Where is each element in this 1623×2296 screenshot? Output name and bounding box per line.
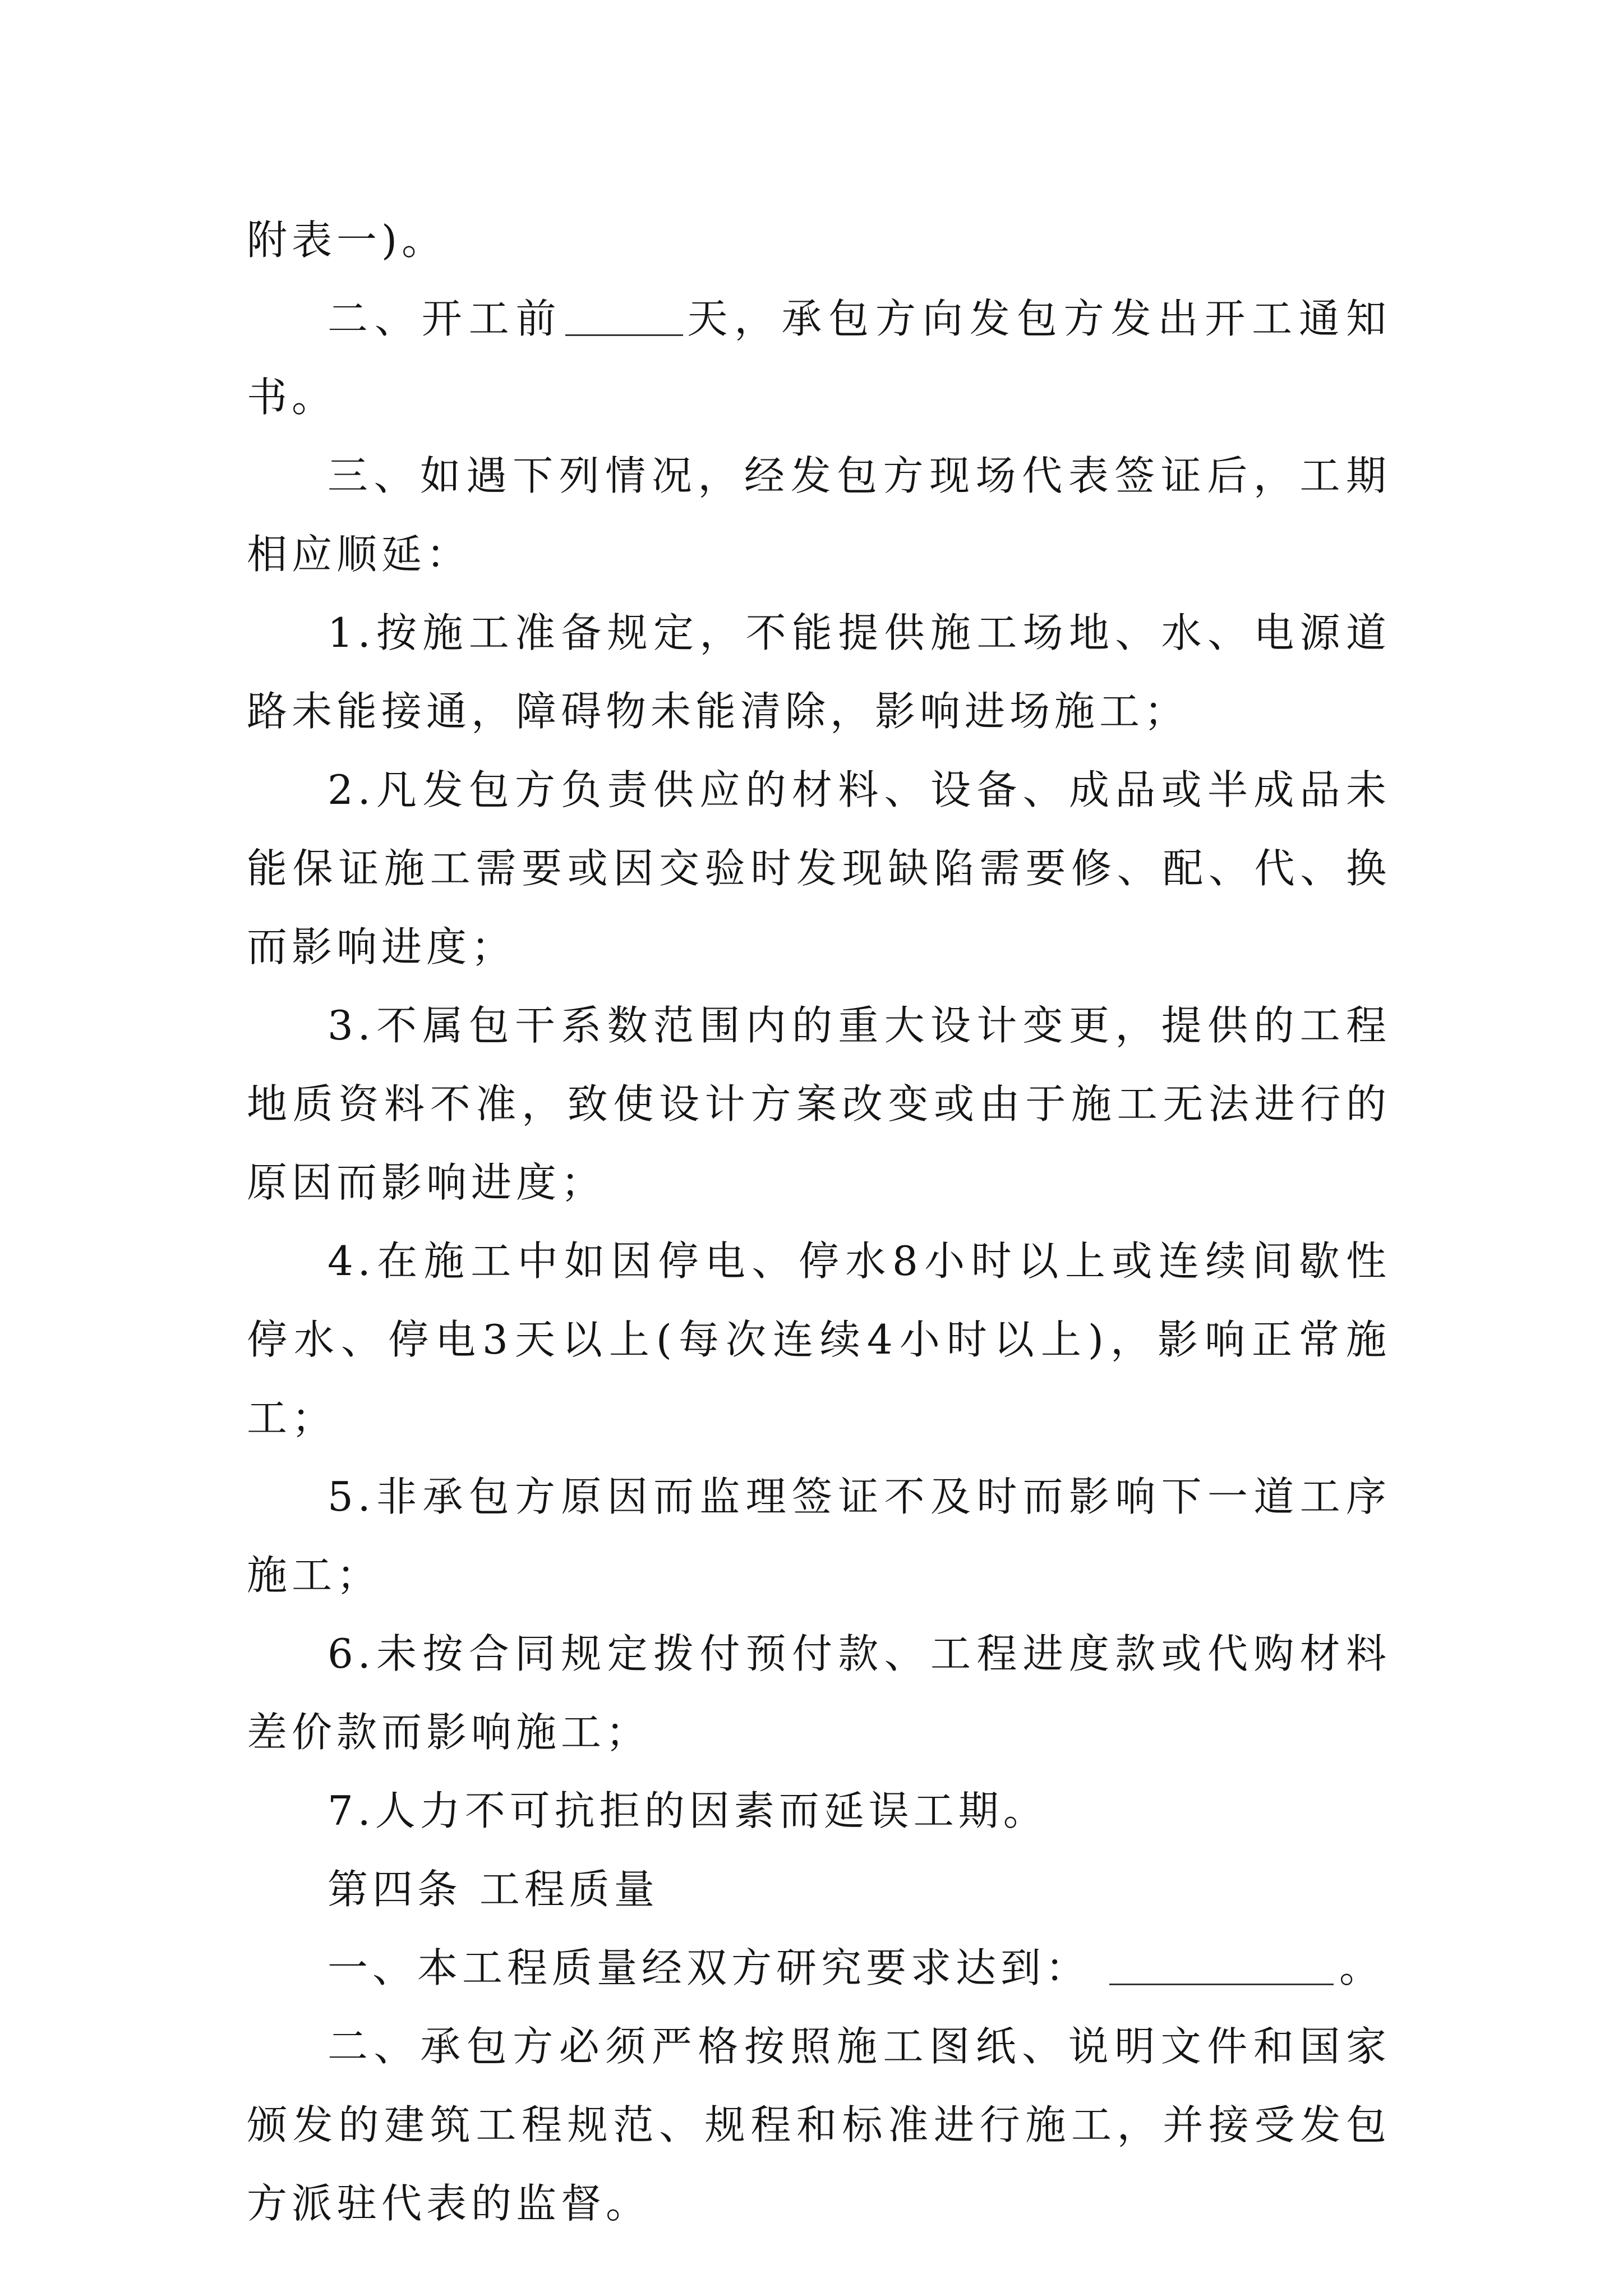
list-item-5: 5.非承包方原因而监理签证不及时而影响下一道工序施工； xyxy=(247,1473,1391,1599)
start-notice-text-before: 二、开工前 xyxy=(328,295,563,342)
list-item-1: 1.按施工准备规定，不能提供施工场地、水、电源道路未能接通，障碍物未能清除，影响进场施工； xyxy=(247,609,1391,735)
quality-text-after: 。 xyxy=(1339,1944,1385,1991)
section-heading-quality: 第四条 工程质量 xyxy=(328,1866,659,1913)
list-item-2: 2.凡发包方负责供应的材料、设备、成品或半成品未能保证施工需要或因交验时发现缺陷需要修、配、代、换而影响进度； xyxy=(247,766,1391,970)
list-item-6: 6.未按合同规定拨付预付款、工程进度款或代购材料差价款而影响施工； xyxy=(247,1630,1391,1756)
paragraph-start-notice xyxy=(247,279,1391,436)
list-item-3: 3.不属包干系数范围内的重大设计变更，提供的工程地质资料不准，致使设计方案改变或由于施工无法进行的原因而影响进度； xyxy=(247,1002,1391,1206)
paragraph-quality-standard xyxy=(247,1929,1391,2007)
list-item-4: 4.在施工中如因停电、停水8小时以上或连续间歇性停水、停电3天以上(每次连续4小时以上)，影响正常施工； xyxy=(247,1237,1391,1442)
days-blank-field[interactable] xyxy=(565,294,683,336)
quality-blank-field[interactable] xyxy=(1109,1943,1334,1985)
start-notice-text-after: 天，承包方向发包方发出开工通知书。 xyxy=(247,295,1391,421)
list-item-7: 7.人力不可抗拒的因素而延误工期。 xyxy=(328,1787,1048,1834)
paragraph-appendix-end: 附表一)。 xyxy=(247,217,447,264)
paragraph-construction-standards: 二、承包方必须严格按照施工图纸、说明文件和国家颁发的建筑工程规范、规程和标准进行施工，并接受发包方派驻代表的监督。 xyxy=(247,2023,1391,2227)
document-page xyxy=(247,201,1391,2243)
paragraph-schedule-extension: 三、如遇下列情况，经发包方现场代表签证后，工期相应顺延： xyxy=(247,452,1391,578)
quality-text-before: 一、本工程质量经双方研究要求达到： xyxy=(328,1944,1091,1991)
